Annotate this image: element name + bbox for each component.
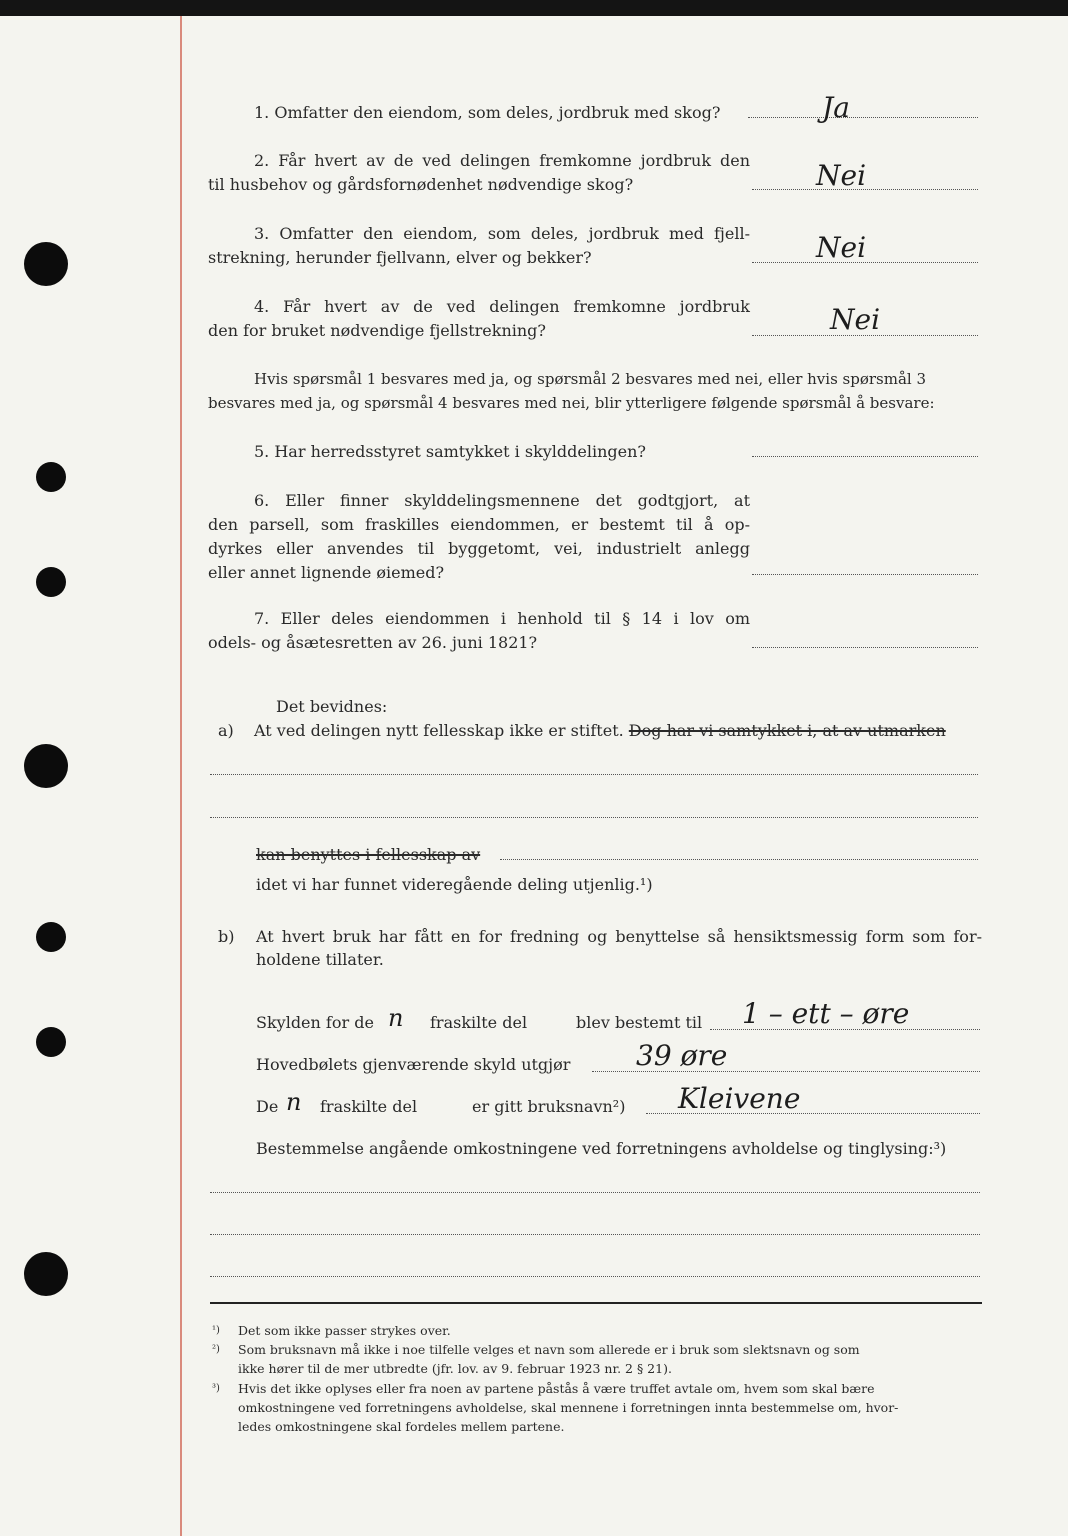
item-a-tail: idet vi har funnet videregående deling utjenlig.¹) bbox=[256, 875, 653, 894]
cost-determination-label: Bestemmelse angående omkostningene ved forretningens avholdelse og tinglysing:³) bbox=[256, 1139, 947, 1158]
blank-line bbox=[210, 1234, 980, 1235]
bruksnavn-value: Kleivene bbox=[678, 1082, 801, 1115]
footnote-rule bbox=[210, 1302, 982, 1304]
condition-line-2: besvares med ja, og spørsmål 4 besvares med nei, blir ytterligere følgende spørsmål å besvare: bbox=[208, 394, 935, 412]
question-6-line-1: 6. Eller finner skylddelingsmennene det godtgjort, at bbox=[254, 491, 750, 510]
question-3-line-1: 3. Omfatter den eiendom, som deles, jordbruk med fjell- bbox=[254, 224, 750, 243]
item-b-line-2: holdene tillater. bbox=[256, 950, 384, 969]
remaining-skyld-label: Hovedbølets gjenværende skyld utgjør bbox=[256, 1055, 571, 1074]
question-7-line-2: odels- og åsætesretten av 26. juni 1821? bbox=[208, 633, 538, 652]
blank-line bbox=[210, 817, 978, 818]
item-a-struck-text: Dog har vi samtykket i, at av utmarken bbox=[628, 721, 946, 740]
blank-line bbox=[500, 859, 978, 860]
question-2-line-2: til husbehov og gårdsfornødenhet nødvendige skog? bbox=[208, 175, 634, 194]
skyld-label-b: fraskilte del bbox=[430, 1013, 528, 1032]
certification-heading: Det bevidnes: bbox=[276, 697, 388, 716]
question-6-line-4: eller annet lignende øiemed? bbox=[208, 563, 445, 582]
skyld-handwritten-n: n bbox=[388, 1004, 404, 1032]
blank-line bbox=[210, 1276, 980, 1277]
margin-line bbox=[180, 16, 182, 1536]
skyld-label-a: Skylden for de bbox=[256, 1013, 374, 1032]
question-4-line-1: 4. Får hvert av de ved delingen fremkomne jordbruk bbox=[254, 297, 750, 316]
skyld-value: 1 – ett – øre bbox=[742, 997, 910, 1030]
answer-2: Nei bbox=[816, 159, 867, 192]
question-6-line-2: den parsell, som fraskilles eiendommen, er bestemt til å op- bbox=[208, 515, 750, 534]
punch-hole bbox=[24, 1252, 68, 1296]
item-b-line-1: At hvert bruk har fått en for fredning og benyttelse så hensiktsmessig form som for- bbox=[256, 927, 982, 946]
answer-line-1 bbox=[748, 117, 978, 118]
footnote-3-marker: ³) bbox=[212, 1383, 220, 1394]
answer-1: Ja bbox=[822, 91, 850, 124]
blank-line bbox=[210, 1192, 980, 1193]
item-a-label: a) bbox=[218, 721, 234, 740]
blank-line bbox=[210, 774, 978, 775]
question-6-line-3: dyrkes eller anvendes til byggetomt, vei, industrielt anlegg bbox=[208, 539, 750, 558]
bruksnavn-label-c: er gitt bruksnavn²) bbox=[472, 1097, 626, 1116]
item-a-statement: At ved delingen nytt fellesskap ikke er stiftet. bbox=[254, 721, 624, 740]
question-3-line-2: strekning, herunder fjellvann, elver og bekker? bbox=[208, 248, 592, 267]
footnote-1: Det som ikke passer strykes over. bbox=[238, 1323, 451, 1338]
answer-3: Nei bbox=[816, 231, 867, 264]
footnote-2-line-1: Som bruksnavn må ikke i noe tilfelle velges et navn som allerede er i bruk som slektsnavn og som bbox=[238, 1342, 860, 1357]
footnote-3-line-1: Hvis det ikke oplyses eller fra noen av partene påstås å være truffet avtale om, hvem som skal bære bbox=[238, 1381, 875, 1396]
question-2-line-1: 2. Får hvert av de ved delingen fremkomne jordbruk den bbox=[254, 151, 750, 170]
item-a-text bbox=[254, 719, 946, 743]
punch-hole bbox=[36, 462, 66, 492]
answer-line-6 bbox=[752, 574, 978, 575]
answer-4: Nei bbox=[830, 303, 881, 336]
question-4-line-2: den for bruket nødvendige fjellstrekning? bbox=[208, 321, 546, 340]
question-7-line-1: 7. Eller deles eiendommen i henhold til § 14 i lov om bbox=[254, 609, 750, 628]
item-b-label: b) bbox=[218, 927, 235, 946]
punch-hole bbox=[36, 567, 66, 597]
top-edge bbox=[0, 0, 1068, 16]
skyld-label-c: blev bestemt til bbox=[576, 1013, 703, 1032]
item-a-struck-text-2: kan benyttes i fellesskap av bbox=[256, 845, 481, 864]
question-5: 5. Har herredsstyret samtykket i skylddelingen? bbox=[254, 442, 646, 461]
condition-line-1: Hvis spørsmål 1 besvares med ja, og spørsmål 2 besvares med nei, eller hvis spørsmål 3 bbox=[254, 370, 927, 388]
footnote-1-marker: ¹) bbox=[212, 1325, 220, 1336]
bruksnavn-label-b: fraskilte del bbox=[320, 1097, 418, 1116]
bruksnavn-label-a: De bbox=[256, 1097, 279, 1116]
question-1: 1. Omfatter den eiendom, som deles, jordbruk med skog? bbox=[254, 103, 721, 122]
bruksnavn-handwritten-n: n bbox=[286, 1088, 302, 1116]
punch-hole bbox=[24, 242, 68, 286]
remaining-skyld-value: 39 øre bbox=[636, 1039, 728, 1072]
punch-hole bbox=[36, 1027, 66, 1057]
punch-hole bbox=[24, 744, 68, 788]
punch-hole bbox=[36, 922, 66, 952]
answer-line-5 bbox=[752, 456, 978, 457]
footnote-2-line-2: ikke hører til de mer utbredte (jfr. lov. av 9. februar 1923 nr. 2 § 21). bbox=[238, 1361, 672, 1376]
footnote-2-marker: ²) bbox=[212, 1344, 220, 1355]
footnote-3-line-2: omkostningene ved forretningens avholdelse, skal mennene i forretningen innta bestemmelse om, hvor- bbox=[238, 1400, 899, 1415]
answer-line-7 bbox=[752, 647, 978, 648]
footnote-3-line-3: ledes omkostningene skal fordeles mellem partene. bbox=[238, 1419, 565, 1434]
